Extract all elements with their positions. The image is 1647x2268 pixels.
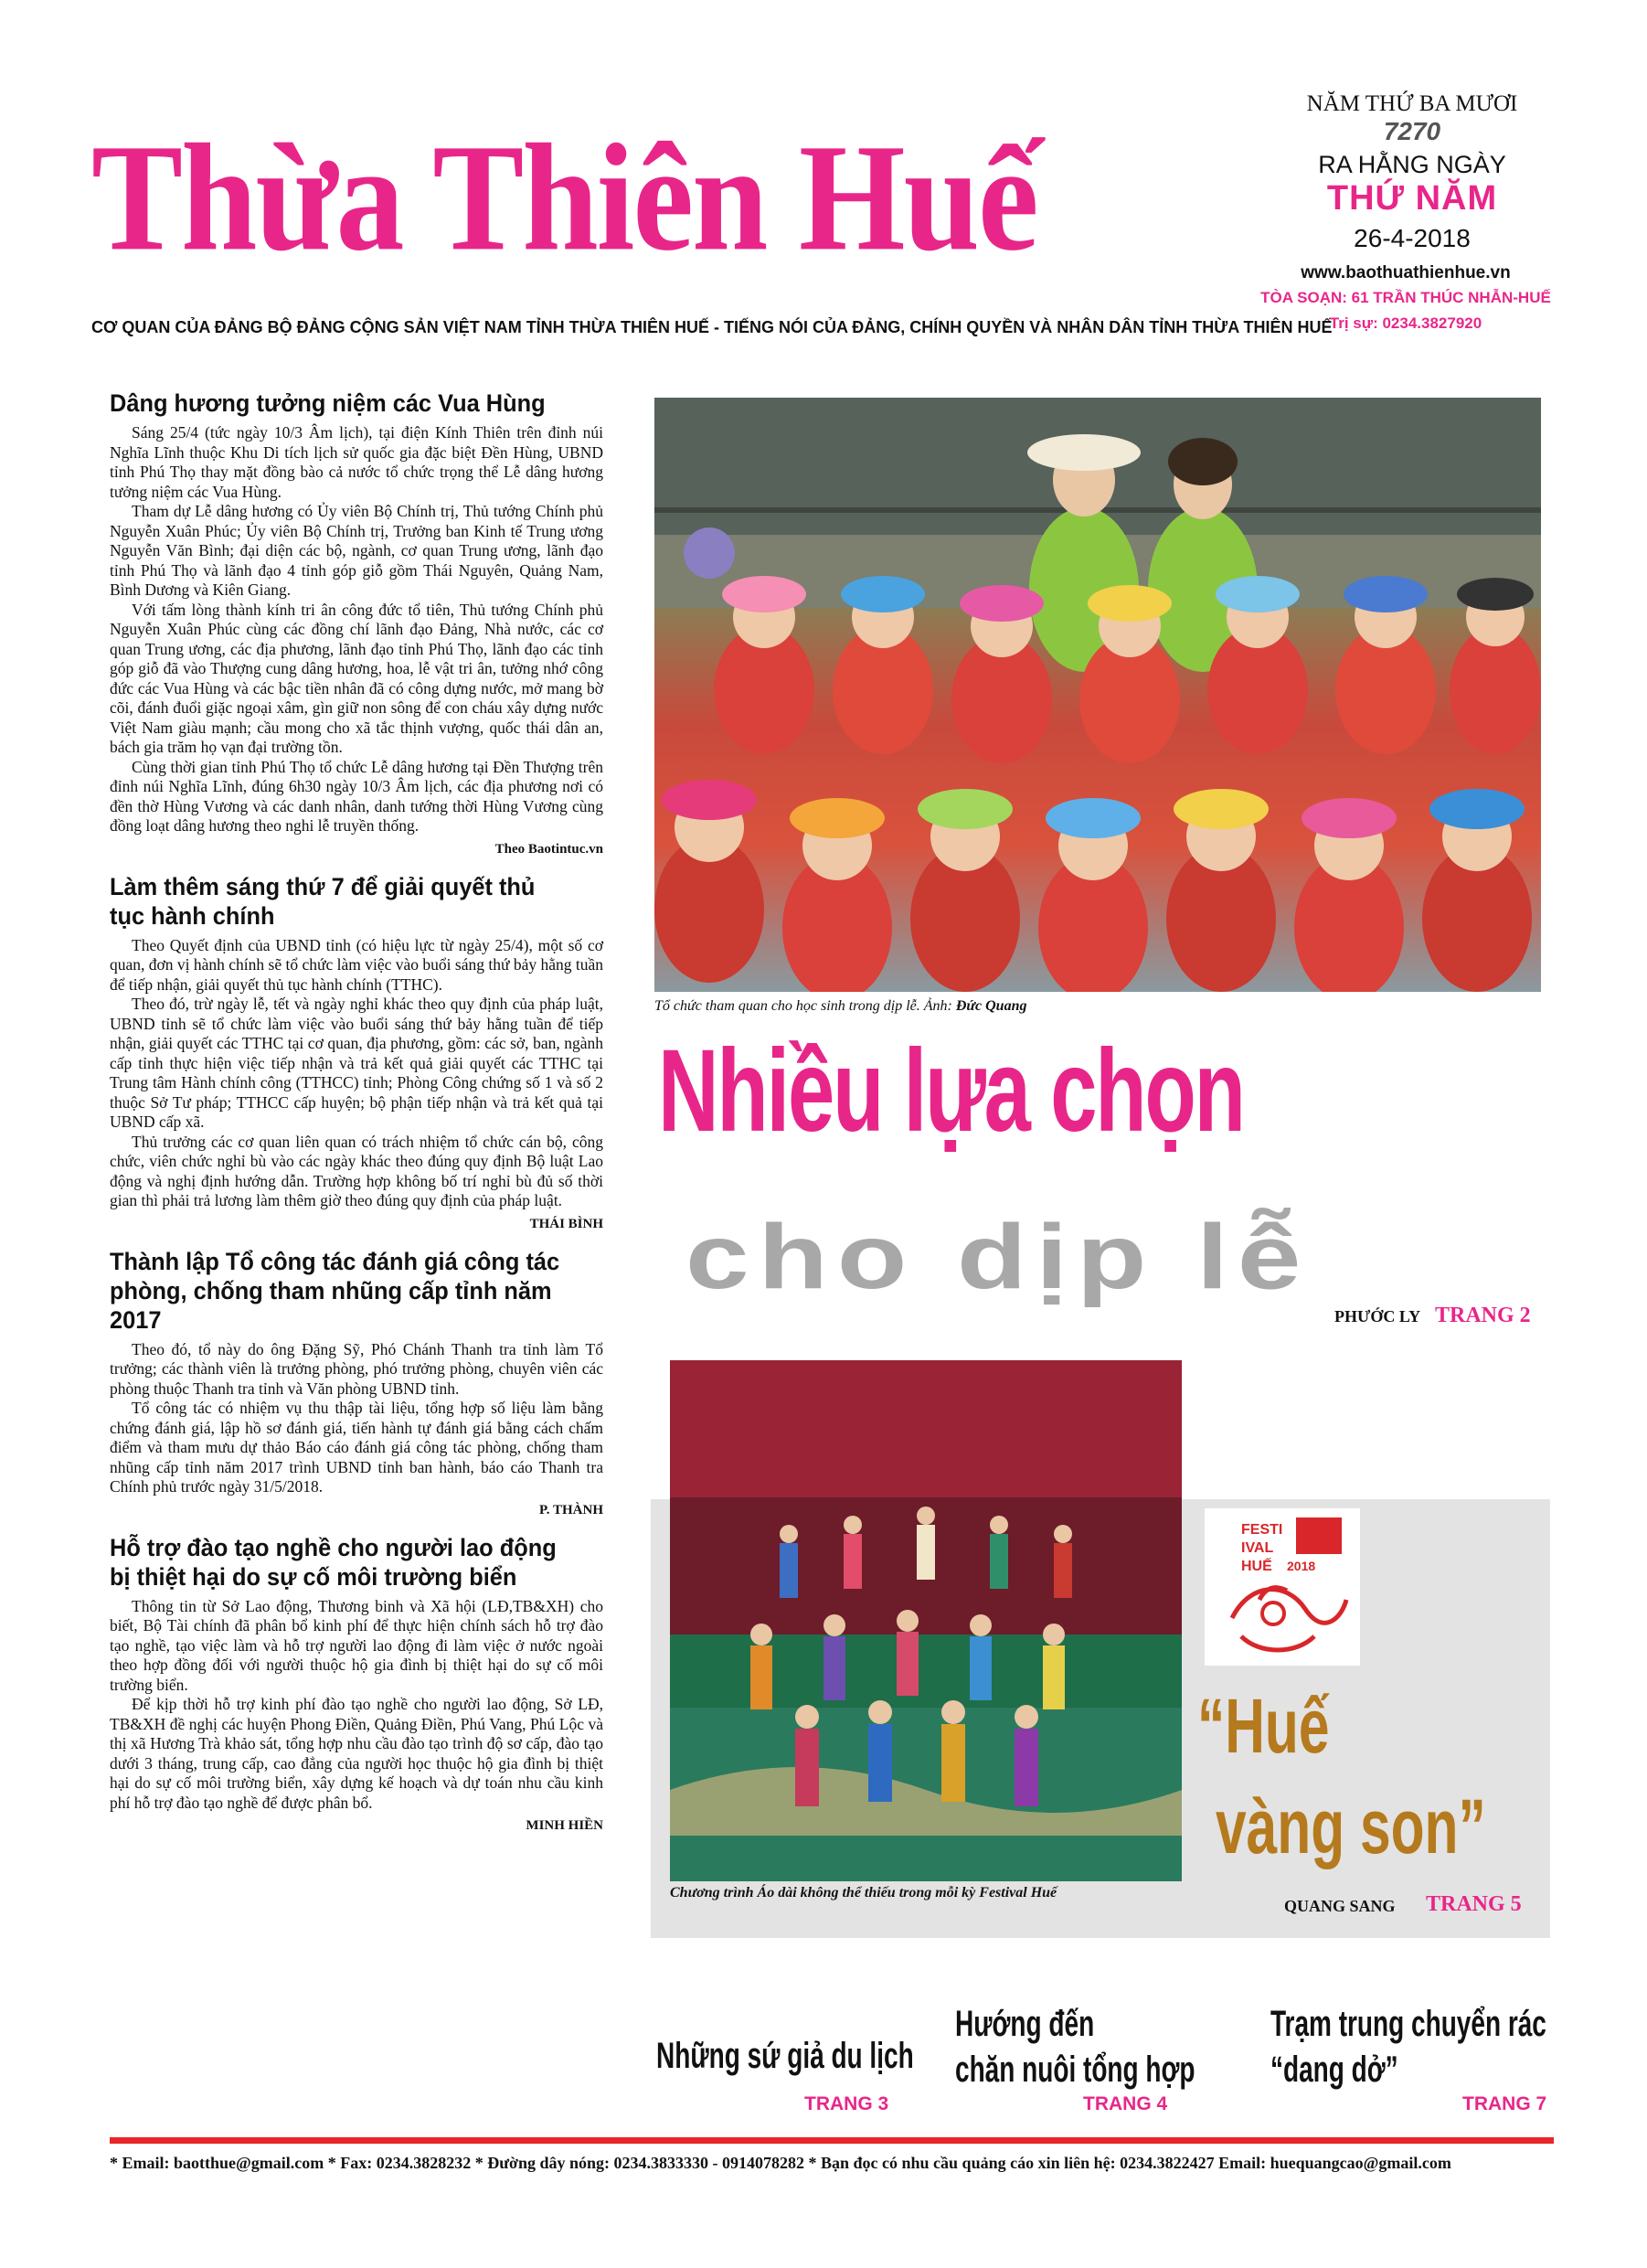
- article-title[interactable]: Dâng hương tưởng niệm các Vua Hùng: [110, 389, 546, 417]
- article-signature: THÁI BÌNH: [529, 1216, 603, 1231]
- article-title[interactable]: Làm thêm sáng thứ 7 để giải quyết thủ tục hành chính: [110, 872, 536, 930]
- article-paragraph: Để kịp thời hỗ trợ kinh phí đào tạo nghề cho người lao động, Sở LĐ, TB&XH đề nghị các huyện Phong Điền, Quảng Điền, Phú Vang, Phú Lộc và thị xã Hương Trà khảo sát, tổng hợp nhu cầu đào tạo trình độ sơ cấp, đào tạo dưới 3 tháng, trung cấp, cao đẳng của người học thuộc hộ gia đình bị thiệt hại do sự cố môi trường biển, xây dựng kế hoạch và dự toán nhu cầu kinh phí hỗ trợ đào tạo nghề để được phân bổ.: [110, 1695, 603, 1812]
- article-signature: P. THÀNH: [538, 1502, 603, 1517]
- feature-headline[interactable]: Nhiều lựa chọn: [658, 1026, 1244, 1156]
- festival-byline: QUANG SANG: [1284, 1897, 1396, 1915]
- office-phone: Trị sự: 0234.3827920: [1329, 314, 1482, 332]
- logo-text-1: FESTI: [1241, 1522, 1283, 1538]
- article-paragraph: Cùng thời gian tỉnh Phú Thọ tổ chức Lễ dâng hương tại Đền Thượng trên đỉnh núi Nghĩa Lĩnh, đúng 6h30 ngày 10/3 Âm lịch, các địa phương nơi có đền thờ Hùng Vương và các danh nhân, danh tướng thời Hùng Vương cùng đồng loạt dâng hương theo nghi lễ truyền thống.: [110, 757, 603, 835]
- office-address: TÒA SOẠN: 61 TRẦN THÚC NHẪN-HUẾ: [1260, 289, 1551, 306]
- teaser-page-ref[interactable]: TRANG 4: [1083, 2093, 1168, 2114]
- festival-headline-line1[interactable]: “Huế: [1197, 1683, 1330, 1769]
- festival-photo-caption: Chương trình Áo dài không thể thiếu trong mỗi kỳ Festival Huế: [670, 1885, 1057, 1901]
- article-paragraph: Theo đó, tổ này do ông Đặng Sỹ, Phó Chánh Thanh tra tỉnh làm Tổ trưởng; các thành viên là trưởng phòng, phó trưởng phòng, chuyên viên các phòng thuộc Thanh tra tỉnh và Văn phòng UBND tỉnh.: [110, 1339, 603, 1398]
- teaser-title-line1[interactable]: Trạm trung chuyển rác: [1270, 2004, 1546, 2044]
- feature-page-ref[interactable]: TRANG 2: [1435, 1304, 1531, 1327]
- article-signature: Theo Baotintuc.vn: [494, 841, 603, 857]
- ao-dai-show-illustration: [670, 1360, 1182, 1881]
- children-photo-illustration: [654, 398, 1541, 992]
- article-body: [110, 936, 603, 1211]
- issue-frequency: RA HẰNG NGÀY: [1318, 151, 1506, 178]
- logo-text-4: 2018: [1287, 1559, 1316, 1573]
- article-body: [110, 423, 603, 836]
- article-signature: MINH HIỀN: [526, 1818, 603, 1833]
- article-paragraph: Theo Quyết định của UBND tỉnh (có hiệu lực từ ngày 25/4), một số cơ quan, đơn vị hành chính sẽ tổ chức làm việc vào buổi sáng thứ bảy hằng tuần để tiếp nhận, giải quyết thủ tục hành chính (TTHC).: [110, 935, 603, 994]
- main-photo[interactable]: [654, 398, 1541, 992]
- article-body: [110, 1340, 603, 1497]
- article: [110, 872, 603, 1232]
- article-paragraph: Với tấm lòng thành kính tri ân công đức tổ tiên, Thủ tướng Chính phủ Nguyễn Xuân Phúc cùng các đồng chí lãnh đạo Đảng, Nhà nước, các cơ quan Trung ương, các địa phương, lãnh đạo tỉnh Phú Thọ, lãnh đạo các tỉnh góp giỗ đã vào Thượng cung dâng hương, hoa, lễ vật tri ân, tưởng nhớ công đức các Vua Hùng và các bậc tiền nhân đã có công dựng nước, mở mang bờ cõi, đánh đuổi giặc ngoại xâm, gìn giữ non sông để con cháu xây dựng nước Việt Nam giàu mạnh; cầu mong cho xã tắc thịnh vượng, quốc thái dân an, bách gia trăm họ vạn đại trường tồn.: [110, 600, 603, 756]
- logo-text-3: HUẾ: [1241, 1559, 1272, 1574]
- left-column: [110, 389, 603, 1848]
- teaser-title-line1[interactable]: Hướng đến: [955, 2004, 1095, 2044]
- footer-rule: [110, 2137, 1554, 2144]
- feature-byline: PHƯỚC LY: [1334, 1307, 1421, 1326]
- masthead-title: Thừa Thiên Huế: [91, 112, 1037, 283]
- teaser-title-line2[interactable]: chăn nuôi tổng hợp: [955, 2050, 1195, 2090]
- footer-contacts: * Email: baotthue@gmail.com * Fax: 0234.3828232 * Đường dây nóng: 0234.3833330 - 0914078282 * Bạn đọc có nhu cầu quảng cáo xin liên hệ: 0234.3822427 Email: huequangcao@gmail.com: [110, 2154, 1451, 2172]
- article-title[interactable]: Hỗ trợ đào tạo nghề cho người lao động bị thiệt hại do sự cố môi trường biển: [110, 1533, 557, 1591]
- article-paragraph: Thủ trưởng các cơ quan liên quan có trách nhiệm tổ chức cán bộ, công chức, viên chức nghỉ bù vào các ngày khác theo đúng quy định Bộ luật Lao động và nghị định hướng dẫn. Trường hợp không bố trí nghỉ bù đủ số thời gian thì phải trả lương làm thêm giờ theo đúng quy định của pháp luật.: [110, 1132, 603, 1209]
- festival-page-ref[interactable]: TRANG 5: [1426, 1892, 1522, 1916]
- festival-photo[interactable]: [670, 1360, 1182, 1881]
- website-link[interactable]: www.baothuathienhue.vn: [1301, 263, 1511, 282]
- article-title[interactable]: Thành lập Tổ công tác đánh giá công tác phòng, chống tham nhũng cấp tỉnh năm 2017: [110, 1247, 560, 1334]
- article-paragraph: Theo đó, trừ ngày lễ, tết và ngày nghỉ khác theo quy định của pháp luật, UBND tỉnh sẽ tổ chức làm việc vào buổi sáng thứ bảy hằng tuần để tiếp nhận, giải quyết các TTHC tại cơ quan, địa phương, gồm: các sở, ban, ngành cấp tỉnh thực hiện việc tiếp nhận và trả kết quả giải quyết các TTHC tại Trung tâm Hành chính công (TTHCC) tỉnh; Phòng Công chứng số 1 và số 2 thuộc Sở Tư pháp; TTHCC cấp huyện; bộ phận tiếp nhận và trả kết quả tại UBND cấp xã.: [110, 995, 603, 1131]
- teaser-page-ref[interactable]: TRANG 3: [804, 2093, 889, 2114]
- issue-date: 26-4-2018: [1354, 224, 1471, 252]
- article-paragraph: Tham dự Lễ dâng hương có Ủy viên Bộ Chính trị, Thủ tướng Chính phủ Nguyễn Xuân Phúc; Ủy viên Bộ Chính trị, Trưởng ban Kinh tế Trung ương Nguyễn Văn Bình; đại diện các bộ, ngành, cơ quan Trung ương, lãnh đạo tỉnh Phú Thọ và lãnh đạo 4 tỉnh góp giỗ gồm Thái Nguyên, Quảng Nam, Bình Dương và Kiên Giang.: [110, 502, 603, 599]
- issue-number: 7270: [1383, 117, 1441, 145]
- logo-text-2: IVAL: [1241, 1540, 1274, 1556]
- teaser-page-ref[interactable]: TRANG 7: [1462, 2093, 1547, 2114]
- article: [110, 1533, 603, 1835]
- caption-text: Tổ chức tham quan cho học sinh trong dịp lễ. Ảnh:: [654, 998, 956, 1014]
- article: [110, 1247, 603, 1518]
- teaser-title[interactable]: Những sứ giả du lịch: [656, 2036, 914, 2076]
- article-body: [110, 1597, 603, 1814]
- caption-author: Đức Quang: [955, 998, 1027, 1014]
- festival-logo: [1205, 1508, 1360, 1666]
- teaser-title-line2[interactable]: “dang dở”: [1270, 2050, 1398, 2090]
- article: [110, 389, 603, 857]
- issue-day: THỨ NĂM: [1326, 179, 1498, 218]
- feature-subhead[interactable]: cho dịp lễ: [685, 1206, 1311, 1308]
- main-photo-caption: [654, 998, 1026, 1015]
- issue-year: NĂM THỨ BA MƯƠI: [1306, 91, 1518, 116]
- festival-headline-line2[interactable]: vàng son”: [1216, 1784, 1486, 1869]
- masthead-tagline: CƠ QUAN CỦA ĐẢNG BỘ ĐẢNG CỘNG SẢN VIỆT NAM TỈNH THỪA THIÊN HUẾ - TIẾNG NÓI CỦA ĐẢNG, CHÍNH QUYỀN VÀ NHÂN DÂN TỈNH THỪA THIÊN HUẾ: [91, 318, 1333, 336]
- article-paragraph: Sáng 25/4 (tức ngày 10/3 Âm lịch), tại điện Kính Thiên trên đỉnh núi Nghĩa Lĩnh thuộc Khu Di tích lịch sử quốc gia đặc biệt Đền Hùng, UBND tỉnh Phú Thọ thay mặt đồng bào cả nước tổ chức trọng thể Lễ dâng hương tưởng niệm các Vua Hùng.: [110, 423, 603, 501]
- article-paragraph: Thông tin từ Sở Lao động, Thương binh và Xã hội (LĐ,TB&XH) cho biết, Bộ Tài chính đã phân bổ kinh phí để thực hiện chính sách hỗ trợ đào tạo nghề, tạo việc làm và hỗ trợ người lao động đi làm việc ở nước ngoài theo hợp đồng đối với người thuộc hộ gia đình bị thiệt hại do sự cố môi trường biển.: [110, 1596, 603, 1694]
- article-paragraph: Tổ công tác có nhiệm vụ thu thập tài liệu, tổng hợp số liệu làm bằng chứng đánh giá, lập hồ sơ đánh giá, tiến hành tự đánh giá bằng cách chấm điểm và tham mưu dự thảo Báo cáo đánh giá công tác phòng, chống tham nhũng cấp tỉnh năm 2017 trình UBND tỉnh ban hành, báo cáo Thanh tra Chính phủ trước ngày 31/5/2018.: [110, 1399, 603, 1496]
